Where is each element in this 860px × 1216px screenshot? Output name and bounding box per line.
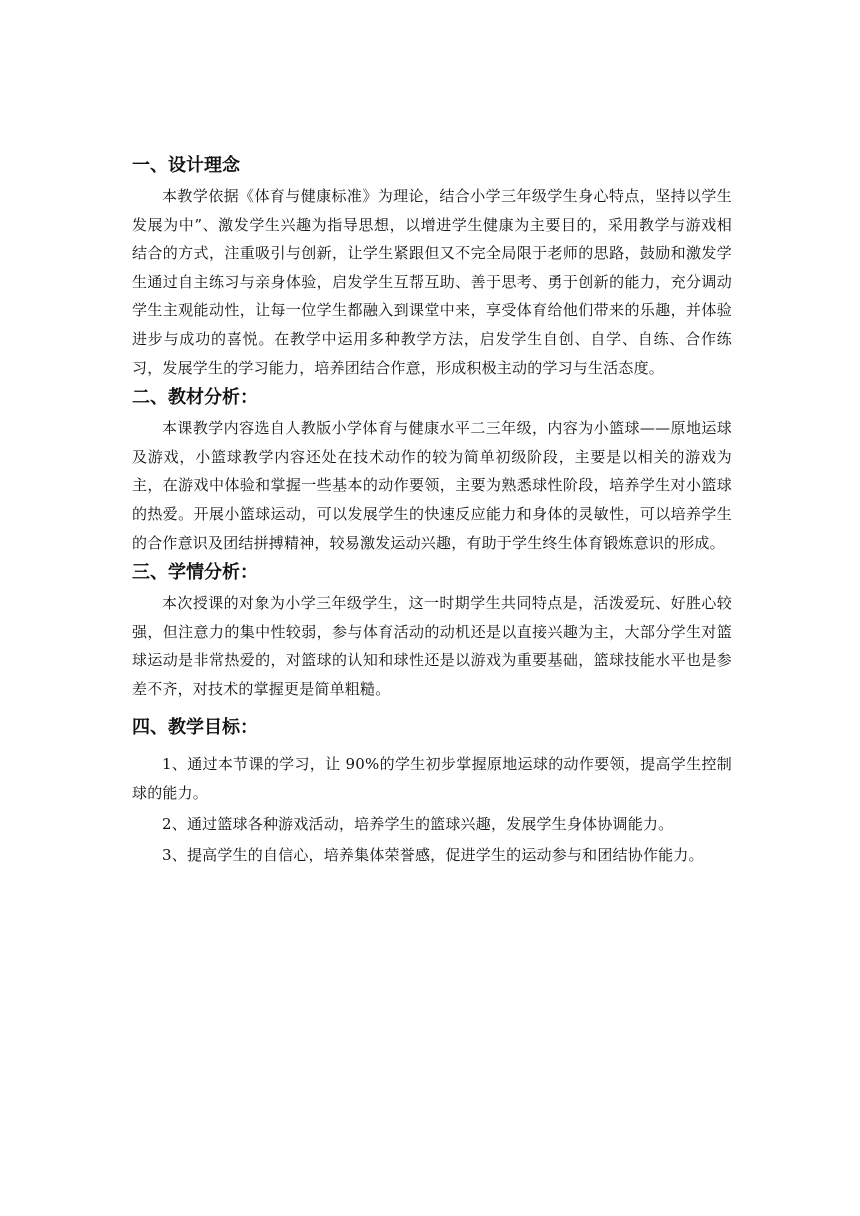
design-concept-paragraph: 本教学依据《体育与健康标准》为理论，结合小学三年级学生身心特点，坚持以学生发展为中”、激发学生兴趣为指导思想，以增进学生健康为主要目的，采用教学与游戏相结合的方式，注重吸引与创新，让学生紧跟但又不完全局限于老师的思路，鼓励和激发学生通过自主练习与亲身体验，启发学生互帮互助、善于思考、勇于创新的能力，充分调动学生主观能动性，让每一位学生都融入到课堂中来，享受体育给他们带来的乐趣，并体验进步与成功的喜悦。在教学中运用多种教学方法，启发学生自创、自学、自练、合作练习，发展学生的学习能力，培养团结合作意，形成积极主动的学习与生活态度。 [132, 187, 732, 377]
material-analysis-paragraph: 本课教学内容选自人教版小学体育与健康水平二三年级，内容为小篮球——原地运球及游戏，小篮球教学内容还处在技术动作的较为简单初级阶段，主要是以相关的游戏为主，在游戏中体验和掌握一些基本的动作要领，主要为熟悉球性阶段，培养学生对小篮球的热爱。开展小篮球运动，可以发展学生的快速反应能力和身体的灵敏性，可以培养学生的合作意识及团结拼搏精神，较易激发运动兴趣，有助于学生终生体育锻炼意识的形成。 [132, 419, 732, 552]
teaching-goal-item-3: 3、提高学生的自信心，培养集体荣誉感，促进学生的运动参与和团结协作能力。 [162, 845, 704, 864]
teaching-goal-item-2: 2、通过篮球各种游戏活动，培养学生的篮球兴趣，发展学生身体协调能力。 [162, 814, 674, 833]
section-heading-material-analysis: 二、教材分析： [132, 387, 258, 409]
section-heading-student-analysis: 三、学情分析： [132, 562, 258, 584]
teaching-goal-item-1: 1、通过本节课的学习，让 90%的学生初步掌握原地运球的动作要领，提高学生控制球的能力。 [132, 754, 732, 802]
document-body [132, 150, 732, 870]
teaching-goals-list [132, 750, 732, 870]
section-heading-design-concept: 一、设计理念 [132, 155, 240, 176]
student-analysis-paragraph: 本次授课的对象为小学三年级学生，这一时期学生共同特点是，活泼爱玩、好胜心较强，但注意力的集中性较弱，参与体育活动的动机还是以直接兴趣为主，大部分学生对篮球运动是非常热爱的，对篮球的认知和球性还是以游戏为重要基础，篮球技能水平也是参差不齐，对技术的掌握更是简单粗糙。 [132, 594, 732, 698]
section-heading-teaching-goals: 四、教学目标： [132, 716, 258, 738]
